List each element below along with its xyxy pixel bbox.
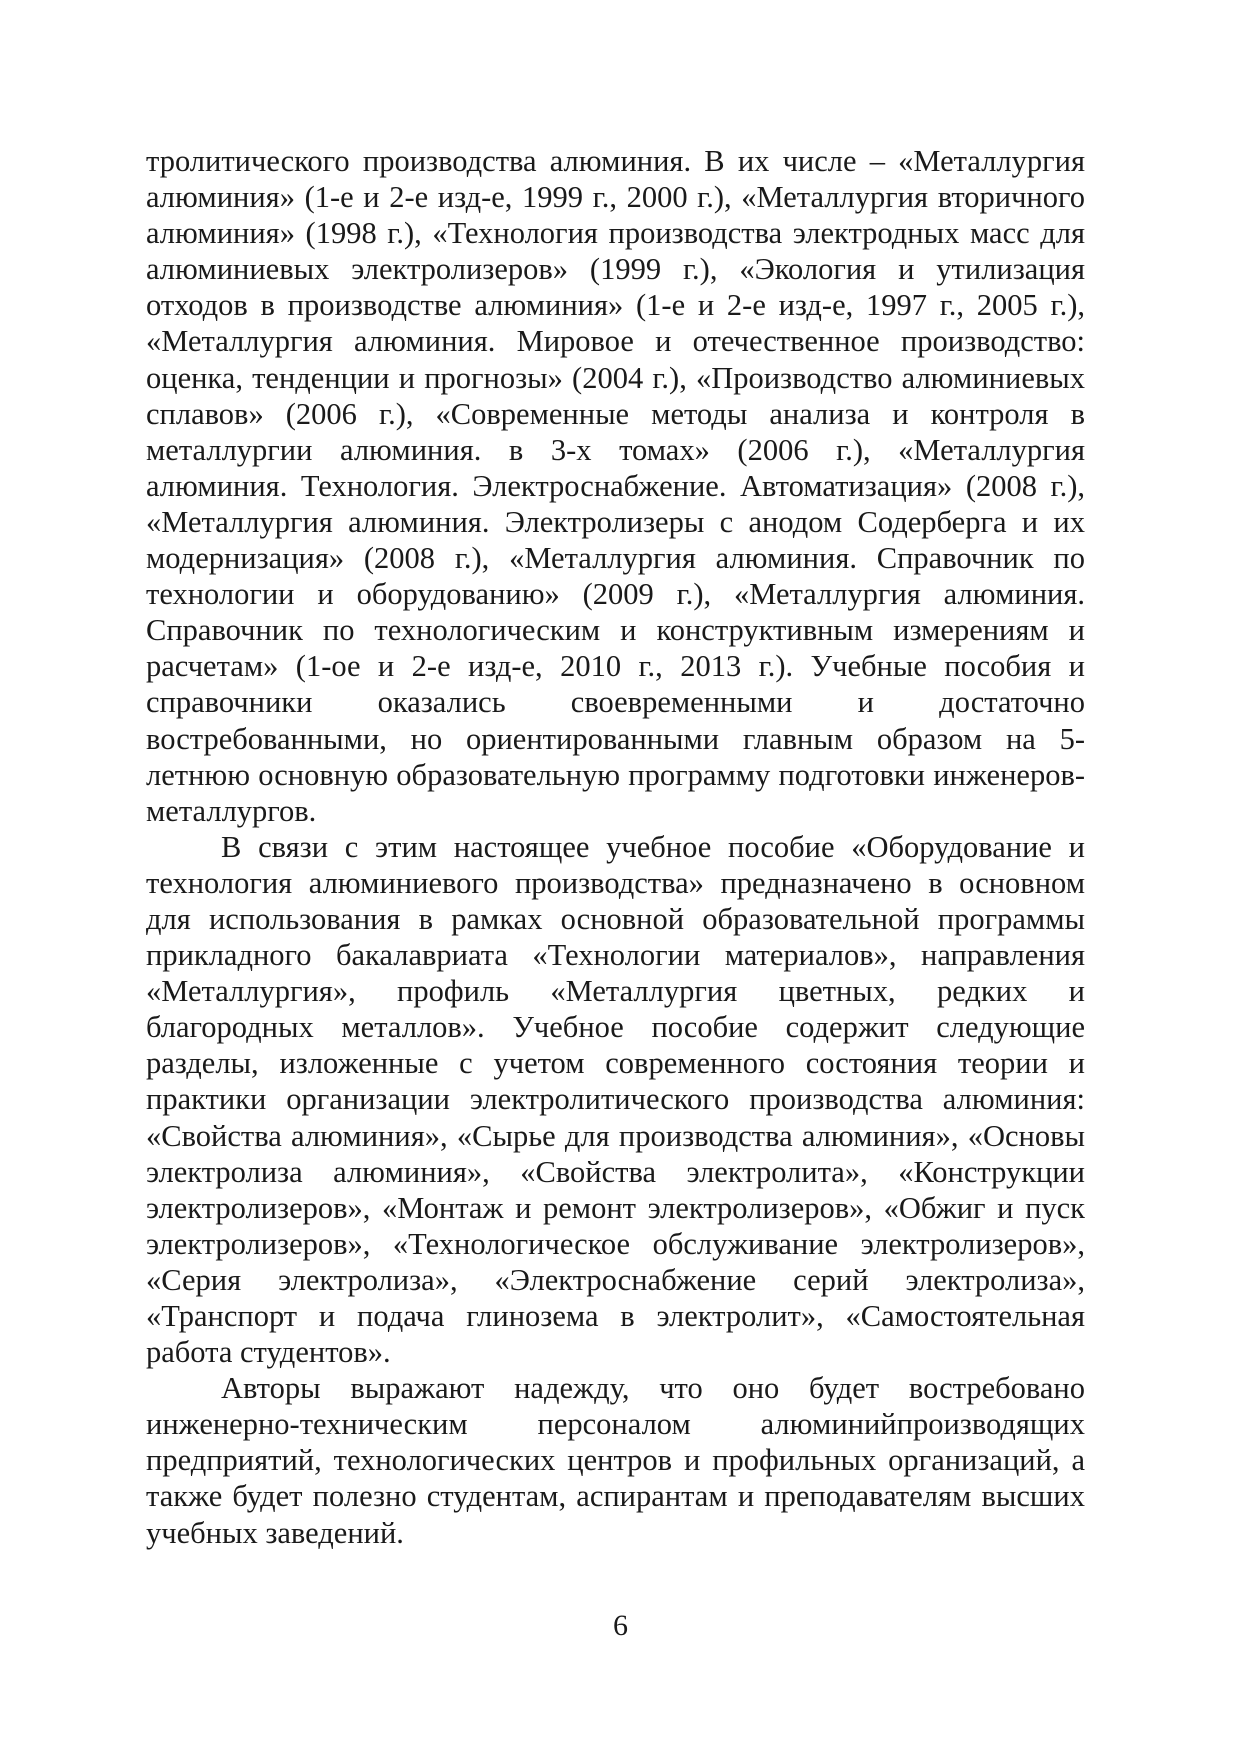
body-text: [146, 143, 1085, 1551]
page-number: 6: [613, 1609, 628, 1642]
paragraph-3: Авторы выражают надежду, что оно будет востребовано инженерно-техническим персоналом алюминийпроизводящих предприятий, технологических центров и профильных организаций, а также будет полезно студентам, аспирантам и преподавателям высших учебных заведений.: [146, 1371, 1085, 1550]
paragraph-2: В связи с этим настоящее учебное пособие «Оборудование и технология алюминиевого производства» предназначено в основном для использования в рамках основной образовательной программы прикладного бакалавриата «Технологии материалов», направления «Металлургия», профиль «Металлургия цветных, редких и благородных металлов». Учебное пособие содержит следующие разделы, изложенные с учетом современного состояния теории и практики организации электролитического производства алюминия: «Свойства алюминия», «Сырье для производства алюминия», «Основы электролиза алюминия», «Свойства электролита», «Конструкции электролизеров», «Монтаж и ремонт электролизеров», «Обжиг и пуск электролизеров», «Технологическое обслуживание электролизеров», «Серия электролиза», «Электроснабжение серий электролиза», «Транспорт и подача глинозема в электролит», «Самостоятельная работа студентов».: [146, 829, 1085, 1370]
paragraph-1: тролитического производства алюминия. В их числе – «Металлургия алюминия» (1-е и 2-е изд-е, 1999 г., 2000 г.), «Металлургия вторичного алюминия» (1998 г.), «Технология производства электродных масс для алюминиевых электролизеров» (1999 г.), «Экология и утилизация отходов в производстве алюминия» (1-е и 2-е изд-е, 1997 г., 2005 г.), «Металлургия алюминия. Мировое и отечественное производство: оценка, тенденции и прогнозы» (2004 г.), «Производство алюминиевых сплавов» (2006 г.), «Современные методы анализа и контроля в металлургии алюминия. в 3-х томах» (2006 г.), «Металлургия алюминия. Технология. Электроснабжение. Автоматизация» (2008 г.), «Металлургия алюминия. Электролизеры с анодом Содерберга и их модернизация» (2008 г.), «Металлургия алюминия. Справочник по технологии и оборудованию» (2009 г.), «Металлургия алюминия. Справочник по технологическим и конструктивным измерениям и расчетам» (1-ое и 2-е изд-е, 2010 г., 2013 г.). Учебные пособия и справочники оказались своевременными и достаточно востребованными, но ориентированными главным образом на 5-летнюю основную образовательную программу подготовки инженеров-металлургов.: [146, 144, 1085, 828]
